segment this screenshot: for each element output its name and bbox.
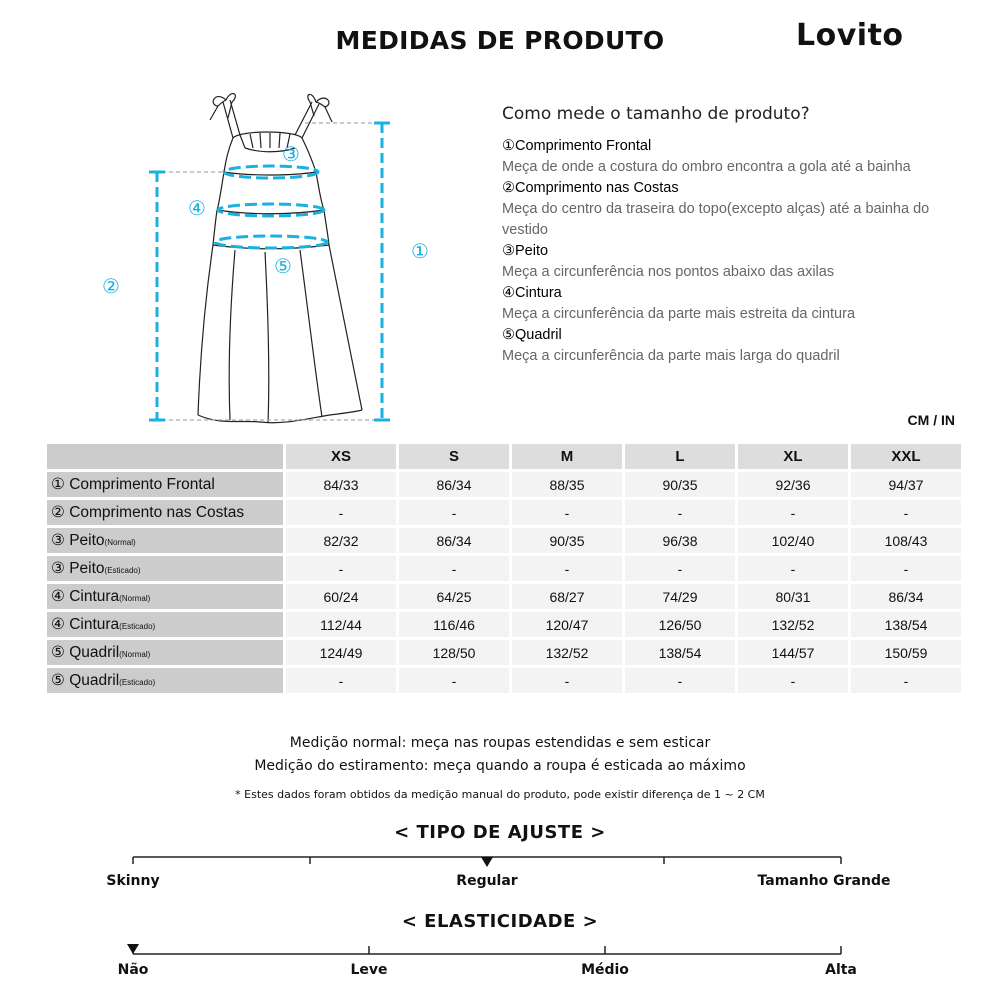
table-cell: 102/40	[738, 528, 848, 553]
table-cell: 60/24	[286, 584, 396, 609]
row-label-text: ⑤ Quadril	[51, 644, 120, 661]
table-cell: -	[738, 668, 848, 693]
table-cell: -	[851, 668, 961, 693]
table-cell: -	[286, 668, 396, 693]
table-cell: 88/35	[512, 472, 622, 497]
table-cell: -	[851, 500, 961, 525]
table-cell: -	[286, 500, 396, 525]
fit-selected-marker	[481, 857, 493, 867]
table-cell: 86/34	[851, 584, 961, 609]
row-label-qualifier: (Esticado)	[104, 566, 141, 575]
size-header-xl: XL	[738, 444, 848, 469]
row-label	[47, 556, 283, 581]
measurement-guide	[502, 136, 952, 367]
row-label	[47, 668, 283, 693]
row-label-text: ⑤ Quadril	[51, 672, 120, 689]
elasticity-selected-marker	[127, 944, 139, 954]
table-cell: 132/52	[512, 640, 622, 665]
table-cell: 84/33	[286, 472, 396, 497]
table-cell: 138/54	[625, 640, 735, 665]
fit-label-regular: Regular	[456, 873, 518, 889]
table-row	[47, 528, 961, 553]
table-cell: -	[512, 668, 622, 693]
table-row	[47, 668, 961, 693]
table-cell: -	[286, 556, 396, 581]
table-cell: 96/38	[625, 528, 735, 553]
table-cell: 92/36	[738, 472, 848, 497]
guide-title-hip: ⑤Quadril	[502, 327, 562, 343]
row-label	[47, 584, 283, 609]
row-label	[47, 612, 283, 637]
guide-desc-waist: Meça a circunferência da parte mais estreita da cintura	[502, 306, 856, 322]
table-header-blank	[47, 444, 283, 469]
row-label-text: ③ Peito	[51, 532, 105, 549]
brand-logo: Lovito	[796, 18, 904, 53]
table-cell: 94/37	[851, 472, 961, 497]
guide-desc-front-length: Meça de onde a costura do ombro encontra a gola até a bainha	[502, 159, 911, 175]
size-header-xxl: XXL	[851, 444, 961, 469]
table-cell: 90/35	[625, 472, 735, 497]
guide-desc-back-length: Meça do centro da traseira do topo(excepto alças) até a bainha do vestido	[502, 201, 930, 238]
table-cell: 116/46	[399, 612, 509, 637]
table-cell: 112/44	[286, 612, 396, 637]
table-row	[47, 640, 961, 665]
chest-ellipse	[224, 166, 318, 178]
row-label-qualifier: (Esticado)	[119, 622, 156, 631]
row-label	[47, 472, 283, 497]
row-label	[47, 500, 283, 525]
row-label-qualifier: (Esticado)	[119, 678, 156, 687]
table-cell: 86/34	[399, 528, 509, 553]
row-label	[47, 528, 283, 553]
table-cell: -	[625, 500, 735, 525]
size-header-l: L	[625, 444, 735, 469]
elasticity-label-medium: Médio	[581, 962, 629, 978]
table-cell: 64/25	[399, 584, 509, 609]
row-label-text: ④ Cintura	[51, 616, 120, 633]
row-label-qualifier: (Normal)	[104, 538, 136, 547]
fit-label-large: Tamanho Grande	[757, 873, 891, 889]
table-row	[47, 500, 961, 525]
guide-title-front-length: ①Comprimento Frontal	[502, 138, 652, 154]
marker-2: ②	[102, 274, 120, 298]
fit-type-scale	[0, 850, 1000, 875]
table-cell: 150/59	[851, 640, 961, 665]
table-cell: 68/27	[512, 584, 622, 609]
fit-type-title: < TIPO DE AJUSTE >	[394, 822, 606, 843]
elasticity-title: < ELASTICIDADE >	[401, 911, 599, 932]
disclaimer-note: * Estes dados foram obtidos da medição manual do produto, pode existir diferença de 1 ~ 2 CM	[235, 788, 765, 801]
row-label-qualifier: (Normal)	[119, 594, 151, 603]
hip-ellipse	[215, 236, 327, 248]
size-table	[44, 441, 964, 696]
row-label-text: ① Comprimento Frontal	[51, 476, 215, 493]
table-cell: -	[625, 556, 735, 581]
marker-3: ③	[282, 142, 300, 166]
stretch-measurement-note: Medição do estiramento: meça quando a roupa é esticada ao máximo	[254, 758, 746, 774]
size-header-m: M	[512, 444, 622, 469]
page-title: MEDIDAS DE PRODUTO	[335, 26, 665, 55]
table-row	[47, 584, 961, 609]
table-cell: -	[399, 500, 509, 525]
guide-title-waist: ④Cintura	[502, 285, 562, 301]
table-cell: 120/47	[512, 612, 622, 637]
elasticity-label-none: Não	[117, 962, 149, 978]
row-label-text: ② Comprimento nas Costas	[51, 504, 245, 521]
table-cell: 108/43	[851, 528, 961, 553]
table-cell: 90/35	[512, 528, 622, 553]
size-header-xs: XS	[286, 444, 396, 469]
table-row	[47, 556, 961, 581]
table-cell: -	[738, 500, 848, 525]
row-label-text: ④ Cintura	[51, 588, 120, 605]
guide-title-chest: ③Peito	[502, 243, 549, 259]
elasticity-label-high: Alta	[825, 962, 857, 978]
table-cell: -	[738, 556, 848, 581]
table-cell: 126/50	[625, 612, 735, 637]
elasticity-label-light: Leve	[350, 962, 388, 978]
table-cell: 124/49	[286, 640, 396, 665]
marker-1: ①	[411, 239, 429, 263]
table-cell: -	[625, 668, 735, 693]
table-cell: 138/54	[851, 612, 961, 637]
row-label	[47, 640, 283, 665]
table-cell: 132/52	[738, 612, 848, 637]
marker-4: ④	[188, 196, 206, 220]
elasticity-scale	[0, 938, 1000, 963]
dress-measurement-diagram	[90, 80, 440, 430]
guide-title-back-length: ②Comprimento nas Costas	[502, 180, 679, 196]
table-cell: 82/32	[286, 528, 396, 553]
table-row	[47, 472, 961, 497]
table-cell: -	[512, 500, 622, 525]
table-row	[47, 612, 961, 637]
measurement-guides	[149, 123, 390, 420]
guide-question: Como mede o tamanho de produto?	[502, 104, 810, 124]
fit-label-skinny: Skinny	[106, 873, 160, 889]
table-cell: 86/34	[399, 472, 509, 497]
table-cell: 144/57	[738, 640, 848, 665]
row-label-text: ③ Peito	[51, 560, 105, 577]
unit-label: CM / IN	[907, 412, 955, 428]
table-cell: 74/29	[625, 584, 735, 609]
marker-5: ⑤	[274, 254, 292, 278]
table-cell: -	[399, 556, 509, 581]
table-cell: -	[851, 556, 961, 581]
table-cell: -	[512, 556, 622, 581]
size-header-s: S	[399, 444, 509, 469]
guide-desc-chest: Meça a circunferência nos pontos abaixo das axilas	[502, 264, 835, 280]
normal-measurement-note: Medição normal: meça nas roupas estendidas e sem esticar	[289, 735, 711, 751]
row-label-qualifier: (Normal)	[119, 650, 151, 659]
table-cell: 128/50	[399, 640, 509, 665]
guide-desc-hip: Meça a circunferência da parte mais larga do quadril	[502, 348, 840, 364]
table-cell: -	[399, 668, 509, 693]
table-header-row	[47, 444, 961, 469]
table-cell: 80/31	[738, 584, 848, 609]
